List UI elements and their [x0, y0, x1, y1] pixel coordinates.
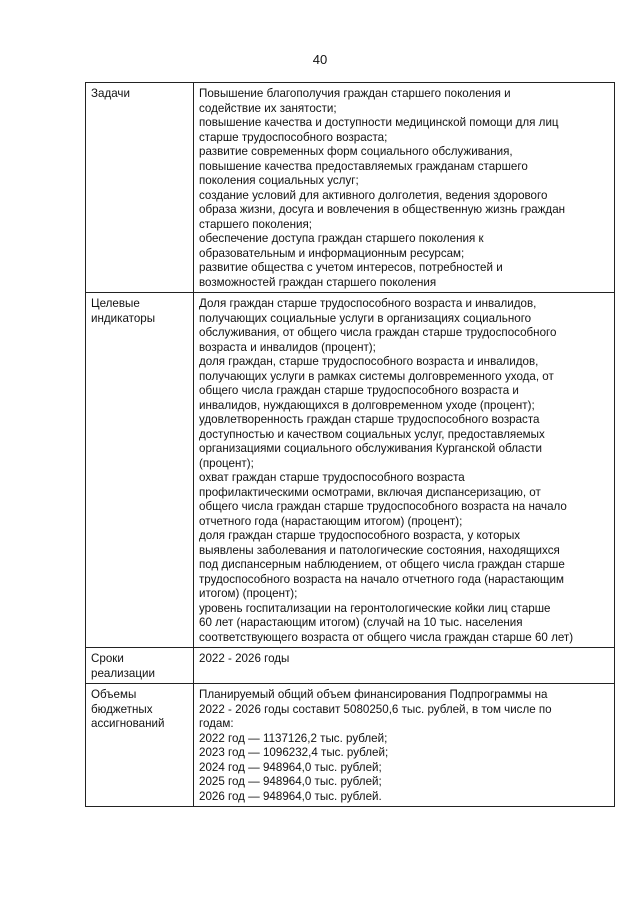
row-label-cell	[86, 293, 194, 648]
row-content-line: образа жизни, досуга и вовлечения в общественную жизнь граждан	[199, 203, 566, 216]
row-label-cell	[86, 648, 194, 684]
row-content-line: возможностей граждан старшего поколения	[199, 275, 437, 289]
row-label-cell	[86, 83, 194, 293]
row-content-line: содействие их занятости;	[199, 101, 337, 115]
row-content-line: Доля граждан старше трудоспособного возраста и инвалидов,	[199, 297, 537, 310]
row-label-line: Задачи	[91, 87, 130, 100]
row-content-line: старше трудоспособного возраста;	[199, 130, 388, 144]
row-content-cell	[194, 648, 615, 684]
row-content-line: общего числа граждан старше трудоспособного возраста на начало	[199, 500, 567, 513]
row-label-line: Объемы	[91, 688, 137, 701]
row-content-line: уровень госпитализации на геронтологические койки лиц старше	[199, 601, 551, 615]
row-content-line: профилактическими осмотрами, включая диспансеризацию, от	[199, 485, 541, 499]
row-content-line: развитие общества с учетом интересов, потребностей и	[199, 261, 503, 274]
row-content-line: повышение качества предоставляемых гражданам старшего	[199, 159, 528, 173]
row-content-line: итогом) (процент);	[199, 587, 298, 600]
row-content-line: охват граждан старше трудоспособного возраста	[199, 471, 465, 484]
row-content-line: доступностью и качеством социальных услуг, предоставляемых	[199, 427, 545, 441]
row-content-line: 2022 год — 1137126,2 тыс. рублей;	[199, 731, 388, 745]
row-content-line: годам:	[199, 717, 234, 730]
table-row	[86, 83, 615, 293]
row-content-cell	[194, 83, 615, 293]
row-label-line: ассигнований	[91, 717, 165, 730]
row-content-line: получающих социальные услуги в организациях социального	[199, 311, 532, 325]
row-content-line: создание условий для активного долголетия, ведения здорового	[199, 188, 548, 202]
table-row	[86, 293, 615, 648]
row-label-line: Целевые	[91, 297, 140, 310]
row-content-cell	[194, 293, 615, 648]
row-label-line: реализации	[91, 666, 155, 680]
row-content-line: старшего поколения;	[199, 217, 312, 231]
row-content-line: возраста и инвалидов (процент);	[199, 340, 376, 354]
row-content-line: инвалидов, нуждающихся в долговременном уходе (процент);	[199, 398, 535, 412]
row-content-line: 2025 год — 948964,0 тыс. рублей;	[199, 775, 382, 788]
row-content-line: Планируемый общий объем финансирования Подпрограммы на	[199, 688, 548, 701]
row-content-line: соответствующего возраста от общего числа граждан старше 60 лет)	[199, 630, 574, 644]
row-content-line: обеспечение доступа граждан старшего поколения к	[199, 232, 484, 245]
row-label-line: бюджетных	[91, 702, 153, 716]
table-row	[86, 684, 615, 807]
subprogram-passport-table	[85, 82, 615, 807]
page-number: 40	[312, 52, 328, 67]
row-content-line: развитие современных форм социального обслуживания,	[199, 145, 513, 158]
table-row	[86, 648, 615, 684]
row-content-line: удовлетворенность граждан старше трудоспособного возраста	[199, 413, 540, 426]
row-content-cell	[194, 684, 615, 807]
row-content-line: поколения социальных услуг;	[199, 174, 359, 187]
row-content-line: организациями социального обслуживания Курганской области	[199, 442, 542, 455]
row-content-line: 2026 год — 948964,0 тыс. рублей.	[199, 789, 382, 803]
row-content-line: общего числа граждан старше трудоспособного возраста и	[199, 384, 519, 397]
row-content-line: (процент);	[199, 456, 254, 470]
row-content-line: обслуживания, от общего числа граждан старше трудоспособного	[199, 326, 557, 339]
row-label-line: индикаторы	[91, 311, 156, 325]
row-content-line: Повышение благополучия граждан старшего поколения и	[199, 87, 511, 100]
row-content-line: 2022 - 2026 годы	[199, 652, 290, 665]
row-label-line: Сроки	[91, 652, 124, 665]
row-content-line: отчетного года (нарастающим итогом) (процент);	[199, 514, 463, 528]
row-content-line: 2023 год — 1096232,4 тыс. рублей;	[199, 746, 389, 759]
row-content-line: образовательным и информационным ресурсам;	[199, 246, 465, 260]
row-content-line: выявлены заболевания и патологические состояния, находящихся	[199, 543, 560, 557]
row-content-line: получающих услуги в рамках системы долговременного ухода, от	[199, 369, 554, 383]
row-content-line: 2022 - 2026 годы составит 5080250,6 тыс. рублей, в том числе по	[199, 702, 552, 716]
row-label-cell	[86, 684, 194, 807]
row-content-line: под диспансерным наблюдением, от общего числа граждан старше	[199, 558, 565, 571]
row-content-line: 60 лет (нарастающим итогом) (случай на 10 тыс. населения	[199, 616, 523, 629]
row-content-line: повышение качества и доступности медицинской помощи для лиц	[199, 116, 559, 129]
row-content-line: доля граждан старше трудоспособного возраста, у которых	[199, 529, 521, 542]
row-content-line: 2024 год — 948964,0 тыс. рублей;	[199, 760, 382, 774]
row-content-line: трудоспособного возраста на начало отчетного года (нарастающим	[199, 572, 564, 586]
row-content-line: доля граждан, старше трудоспособного возраста и инвалидов,	[199, 355, 539, 368]
